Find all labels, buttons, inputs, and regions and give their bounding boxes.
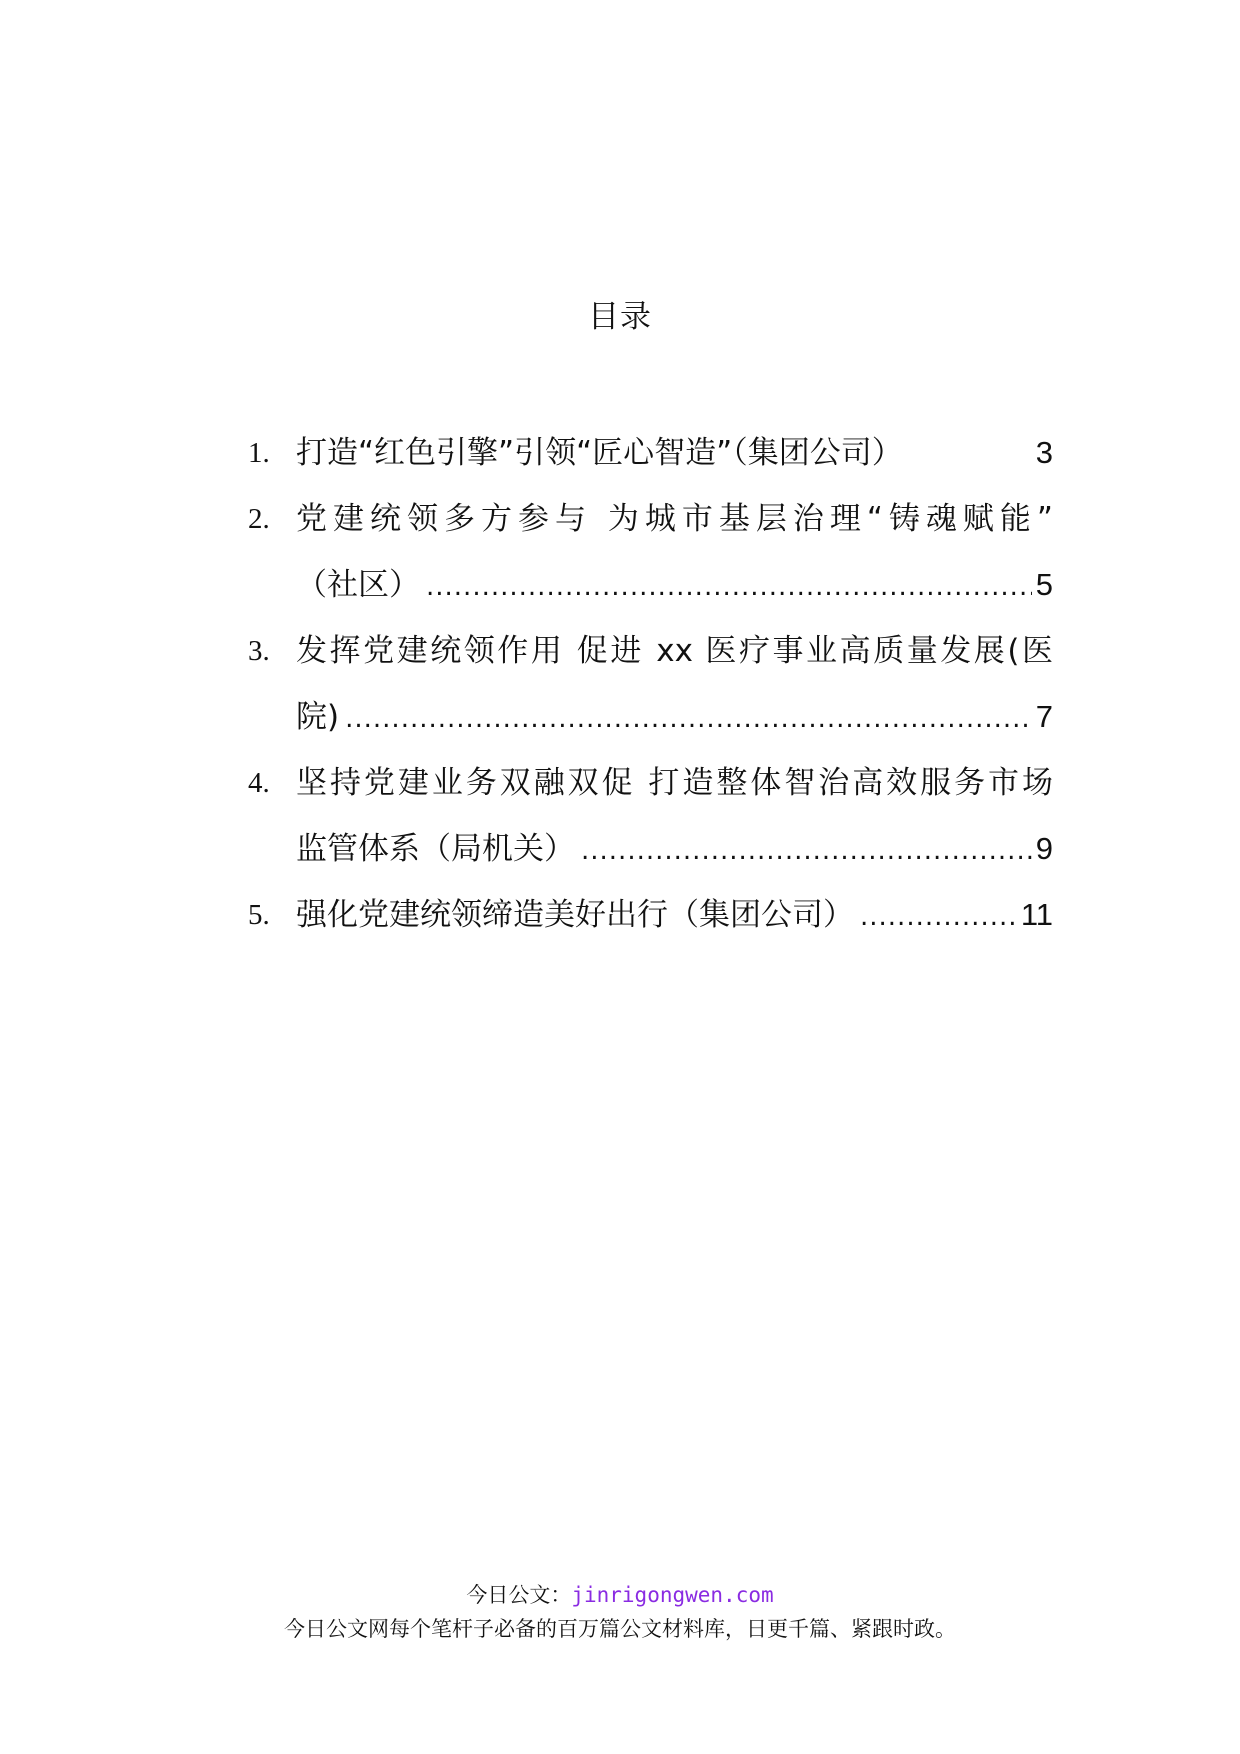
toc-leader [345, 686, 1032, 752]
toc-entry-4[interactable] [248, 750, 1053, 816]
toc-entry-title: 打造“红色引擎”引领“匠心智造”（集团公司） [296, 435, 903, 471]
toc-page-number: 11 [1020, 897, 1053, 932]
toc-entry-number: 2. [248, 503, 270, 535]
toc-entry-2[interactable] [248, 486, 1053, 552]
toc-entry-number: 4. [248, 767, 270, 799]
toc-entry-title: 发挥党建统领作用 促进 xx 医疗事业高质量发展(医 [296, 633, 1053, 669]
toc-entry-number: 1. [248, 437, 270, 469]
toc-page-number: 5 [1035, 567, 1053, 602]
table-of-contents [248, 420, 1053, 948]
toc-entry-title-continued: 监管体系（局机关） [296, 831, 575, 867]
toc-entry-3[interactable] [248, 618, 1053, 684]
footer-source [0, 1578, 1240, 1612]
toc-leader [581, 818, 1032, 884]
toc-entry-5[interactable] [248, 882, 1053, 948]
toc-entry-2-continued[interactable] [248, 552, 1053, 618]
toc-entry-number: 5. [248, 899, 270, 931]
toc-entry-title-continued: （社区） [296, 567, 420, 603]
toc-entry-4-continued[interactable] [248, 816, 1053, 882]
footer-url-link[interactable]: jinrigongwen.com [571, 1583, 774, 1607]
toc-page-number: 3 [1035, 435, 1053, 470]
toc-leader [426, 554, 1032, 620]
toc-entry-title-continued: 院) [296, 699, 340, 735]
toc-page-number: 9 [1035, 831, 1053, 866]
toc-entry-title: 坚持党建业务双融双促 打造整体智治高效服务市场 [296, 765, 1053, 801]
toc-entry-1[interactable] [248, 420, 1053, 486]
footer-label: 今日公文： [466, 1583, 572, 1607]
toc-page-number: 7 [1035, 699, 1053, 734]
toc-entry-title: 强化党建统领缔造美好出行（集团公司） [296, 897, 854, 933]
footer-tagline: 今日公文网每个笔杆子必备的百万篇公文材料库，日更千篇、紧跟时政。 [284, 1617, 956, 1641]
toc-entry-3-continued[interactable] [248, 684, 1053, 750]
toc-entry-title: 党建统领多方参与 为城市基层治理“铸魂赋能” [296, 501, 1053, 537]
page-title: 目录 [588, 299, 652, 335]
toc-entry-number: 3. [248, 635, 270, 667]
toc-leader [860, 884, 1017, 950]
